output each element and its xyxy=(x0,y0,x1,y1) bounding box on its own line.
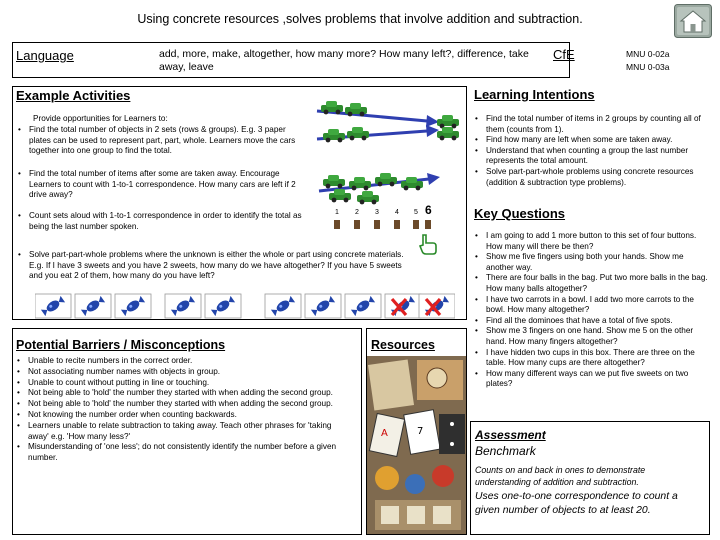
page-title: Using concrete resources ,solves problems that involve addition and subtraction. xyxy=(137,12,583,26)
barrier-item: • Unable to count without putting in line or touching. xyxy=(16,378,346,389)
key-question-item: • I have two carrots in a bowl. I add two more carrots to the bowl. How many altogether? xyxy=(474,295,709,316)
language-text: add, more, make, altogether, how many more? How many left?, difference, take away, leave xyxy=(159,48,529,73)
home-button[interactable] xyxy=(674,4,712,38)
activity-item-3: • Count sets aloud with 1-to-1 correspondence in order to identify the total as being the last number spoken. xyxy=(17,211,317,232)
cfe-code-1: MNU 0-02a xyxy=(626,49,670,59)
language-label: Language xyxy=(16,48,74,63)
cfe-code-2: MNU 0-03a xyxy=(626,62,670,72)
barrier-item: • Not being able to 'hold' the number they started with when adding the second group. xyxy=(16,399,346,410)
learning-intention-item: • Find how many are left when some are taken away. xyxy=(474,135,709,146)
benchmark-heading: Benchmark xyxy=(475,444,536,458)
counting-row xyxy=(333,205,443,235)
learning-intentions-heading: Learning Intentions xyxy=(474,87,595,102)
resources-collage-image xyxy=(367,356,467,535)
barrier-item: • Not knowing the number order when counting backwards. xyxy=(16,410,346,421)
key-question-item: • Find all the dominoes that have a total of five spots. xyxy=(474,316,709,327)
count-number-2: 2 xyxy=(355,209,359,216)
pointing-hand-icon xyxy=(417,233,439,255)
key-question-item: • There are four balls in the bag. Put two more balls in the bag. How many balls altogether? xyxy=(474,273,709,294)
resources-heading: Resources xyxy=(371,338,435,352)
learning-intention-item: • Find the total number of items in 2 groups by counting all of them (counts from 1). xyxy=(474,114,709,135)
assessment-text-2: Uses one-to-one correspondence to count a given number of objects to at least 20. xyxy=(475,491,678,516)
cfe-label: CfE xyxy=(553,47,575,62)
key-question-item: • I am going to add 1 more button to this set of four buttons. How many will there be then? xyxy=(474,231,709,252)
count-number-6: 6 xyxy=(425,203,432,217)
key-question-item: • Show me 3 fingers on one hand. Show me 5 on the other hand. How many fingers altogether? xyxy=(474,326,709,347)
barrier-item: • Unable to recite numbers in the correct order. xyxy=(16,356,346,367)
key-questions-list xyxy=(474,231,709,390)
home-icon xyxy=(674,4,712,38)
key-question-item: • I have hidden two cups in this box. There are three on the table. How many cups are there altogether? xyxy=(474,348,709,369)
barrier-item: • Not being able to 'hold' the number they started with when adding the second group. xyxy=(16,388,346,399)
barriers-heading: Potential Barriers / Misconceptions xyxy=(16,338,226,352)
svg-text:A: A xyxy=(381,428,388,439)
barrier-item: • Learners unable to relate subtraction to taking away. Teach other phrases for 'taking away' e.g. 'How many less?' xyxy=(16,421,346,443)
count-number-3: 3 xyxy=(375,209,379,216)
activity-item-2: • Find the total number of items after some are taken away. Encourage Learners to count with 1-to-1 correspondence. How many cars are left if 2 drive away? xyxy=(17,169,303,201)
activities-intro: Provide opportunities for Learners to: xyxy=(33,114,168,123)
learning-intentions-list xyxy=(474,114,709,188)
example-activities-heading: Example Activities xyxy=(16,88,131,103)
sweets-illustration xyxy=(35,293,455,319)
barriers-box xyxy=(12,328,362,535)
language-box xyxy=(12,42,570,78)
learning-intention-item: • Understand that when counting a group the last number represents the total amount. xyxy=(474,146,709,167)
count-number-5: 5 xyxy=(414,209,418,216)
count-number-4: 4 xyxy=(395,209,399,216)
barrier-item: • Not associating number names with objects in group. xyxy=(16,367,346,378)
counting-cups-icon xyxy=(333,219,433,231)
resources-box xyxy=(366,328,467,535)
barrier-item: • Misunderstanding of 'one less'; do not consistently identify the number before a given number. xyxy=(16,442,346,464)
activity-item-1: • Find the total number of objects in 2 sets (rows & groups). E.g. 3 paper plates can be used to represent part, part, whole. Learners move the cars together into one group to find the total. xyxy=(17,125,307,157)
example-activities-box xyxy=(12,86,467,320)
assessment-text-1: Counts on and back in ones to demonstrate understanding of addition and subtraction. xyxy=(475,465,646,487)
key-question-item: • How many different ways can we put five sweets on two plates? xyxy=(474,369,709,390)
key-questions-heading: Key Questions xyxy=(474,206,566,221)
count-number-1: 1 xyxy=(335,209,339,216)
key-question-item: • Show me five fingers using both your hands. Show me another way. xyxy=(474,252,709,273)
svg-text:7: 7 xyxy=(417,426,424,437)
assessment-heading: Assessment xyxy=(475,428,546,442)
barriers-list xyxy=(16,356,346,464)
assessment-box xyxy=(470,421,710,535)
learning-intention-item: • Solve part-part-whole problems using concrete resources (addition & subtraction type problems). xyxy=(474,167,709,188)
cars-arrows-illustration xyxy=(309,97,465,209)
activity-item-4: • Solve part-part-whole problems where the unknown is either the whole or part using concrete materials. E.g. If I have 3 sweets and you have 2 sweets, how many do we have altogether? If you have 5 sweets and you eat 2 of them, how many do you have left? xyxy=(17,250,417,282)
